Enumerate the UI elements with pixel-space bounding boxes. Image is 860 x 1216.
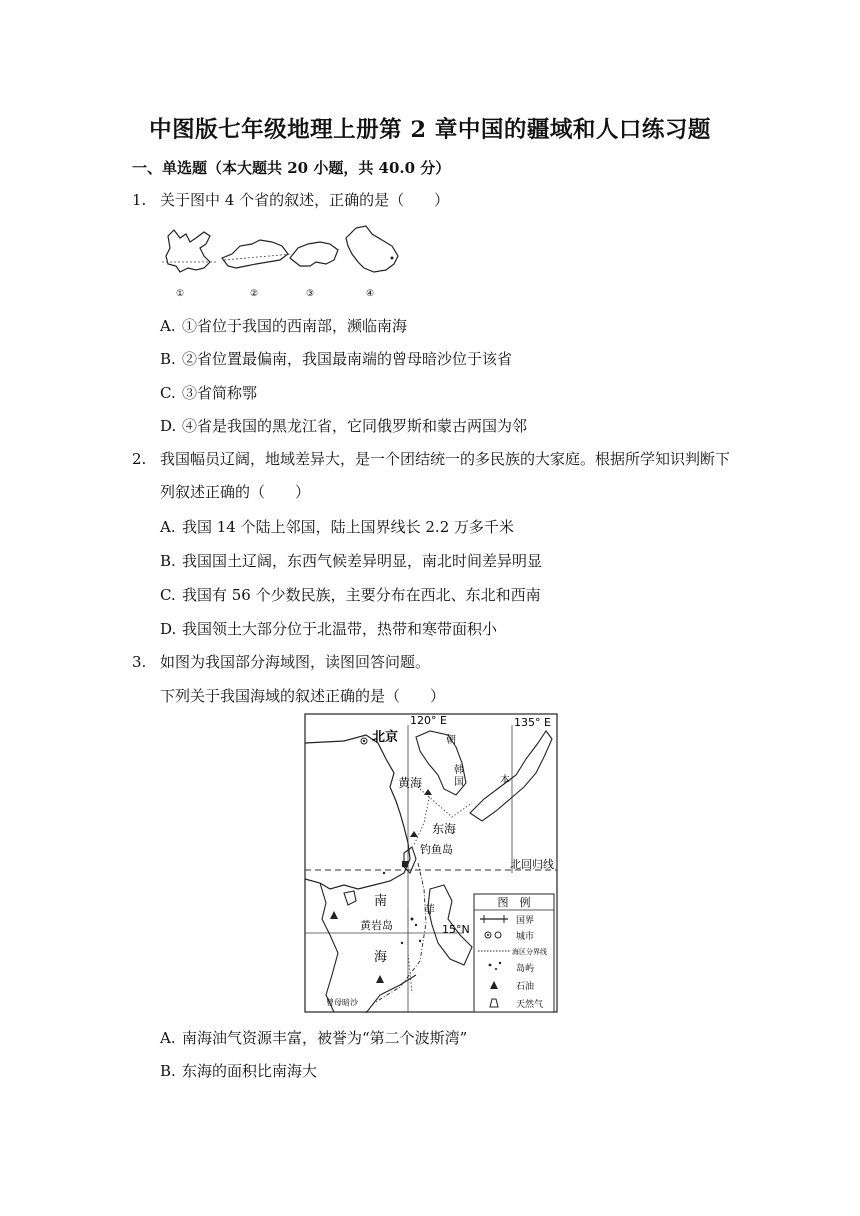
option-2c: C. 我国有 56 个少数民族，主要分布在西北、东北和西南 <box>160 586 541 604</box>
legend-item-island: 岛屿 <box>516 964 535 974</box>
question-stem-line2: 下列关于我国海域的叙述正确的是（ ） <box>160 687 446 705</box>
lon-label-120: 120° E <box>410 714 447 727</box>
lon-label-135: 135° E <box>514 716 551 729</box>
question-stem: 关于图中 4 个省的叙述，正确的是（ ） <box>160 191 450 209</box>
question-number: 2. <box>132 450 147 468</box>
south-sea-label-2: 海 <box>374 950 388 965</box>
japan-label: 本 <box>500 775 510 786</box>
gas-symbol <box>402 861 408 867</box>
figure-label-2: ② <box>249 289 259 299</box>
legend-item-oil: 石油 <box>516 982 535 992</box>
korea-label-1: 朝 <box>446 735 456 746</box>
option-1d: D. ④省是我国的黑龙江省，它同俄罗斯和蒙古两国为邻 <box>160 417 528 435</box>
map-legend <box>474 894 554 1012</box>
province-1-outline <box>166 230 210 272</box>
option-2a: A. 我国 14 个陆上邻国，陆上国界线长 2.2 万多千米 <box>160 518 515 536</box>
lat15-label: 15°N <box>442 923 470 936</box>
legend-item-sea-boundary: 海区分界线 <box>512 948 547 956</box>
page-title: 中图版七年级地理上册第 2 章中国的疆域和人口练习题 <box>149 117 711 143</box>
diaoyu-label: 钓鱼岛 <box>420 843 453 856</box>
question-stem: 我国幅员辽阔，地域差异大，是一个团结统一的多民族的大家庭。根据所学知识判断下 <box>160 450 731 468</box>
beijing-label: 北京 <box>372 730 399 745</box>
province-3-outline <box>290 242 338 266</box>
legend-item-border: 国界 <box>516 916 535 926</box>
option-2d: D. 我国领土大部分位于北温带，热带和寒带面积小 <box>160 620 498 638</box>
option-3a: A. 南海油气资源丰富，被誉为“第二个波斯湾” <box>160 1029 468 1047</box>
legend-item-city: 城市 <box>516 932 535 942</box>
huangyan-label: 黄岩岛 <box>360 919 393 932</box>
question-number: 3. <box>132 653 147 671</box>
question-number: 1. <box>132 191 147 209</box>
section-heading: 一、单选题（本大题共 20 小题，共 40.0 分） <box>132 159 451 177</box>
option-3b: B. 东海的面积比南海大 <box>160 1062 318 1080</box>
option-1a: A. ①省位于我国的西南部，濒临南海 <box>160 317 408 335</box>
tropic-label: 北回归线 <box>510 858 554 871</box>
east-sea-label: 东海 <box>432 822 457 836</box>
question-stem: 如图为我国部分海域图，读图回答问题。 <box>160 653 431 671</box>
figure-label-1: ① <box>175 289 185 299</box>
legend-item-gas: 天然气 <box>516 1000 544 1010</box>
province-4-outline <box>346 226 398 272</box>
sea-map <box>304 713 558 1013</box>
figure-label-3: ③ <box>305 289 315 299</box>
philippines-label: 菲 <box>424 903 435 916</box>
option-1b: B. ②省位置最偏南，我国最南端的曾母暗沙位于该省 <box>160 350 513 368</box>
option-2b: B. 我国国土辽阔，东西气候差异明显，南北时间差异明显 <box>160 552 543 570</box>
legend-title: 图 例 <box>497 896 531 909</box>
province-2-outline <box>222 240 288 268</box>
option-1c: C. ③省简称鄂 <box>160 384 258 402</box>
yellow-sea-label: 黄海 <box>398 776 423 790</box>
question-stem-line2: 列叙述正确的（ ） <box>160 483 311 501</box>
figure-label-4: ④ <box>365 289 375 299</box>
zengmu-label: 曾母暗沙 <box>326 998 358 1007</box>
south-sea-label-1: 南 <box>374 894 388 909</box>
korea-label-3: 国 <box>454 777 464 788</box>
provinces-figure <box>160 224 412 300</box>
korea-label-2: 韩 <box>454 765 464 776</box>
